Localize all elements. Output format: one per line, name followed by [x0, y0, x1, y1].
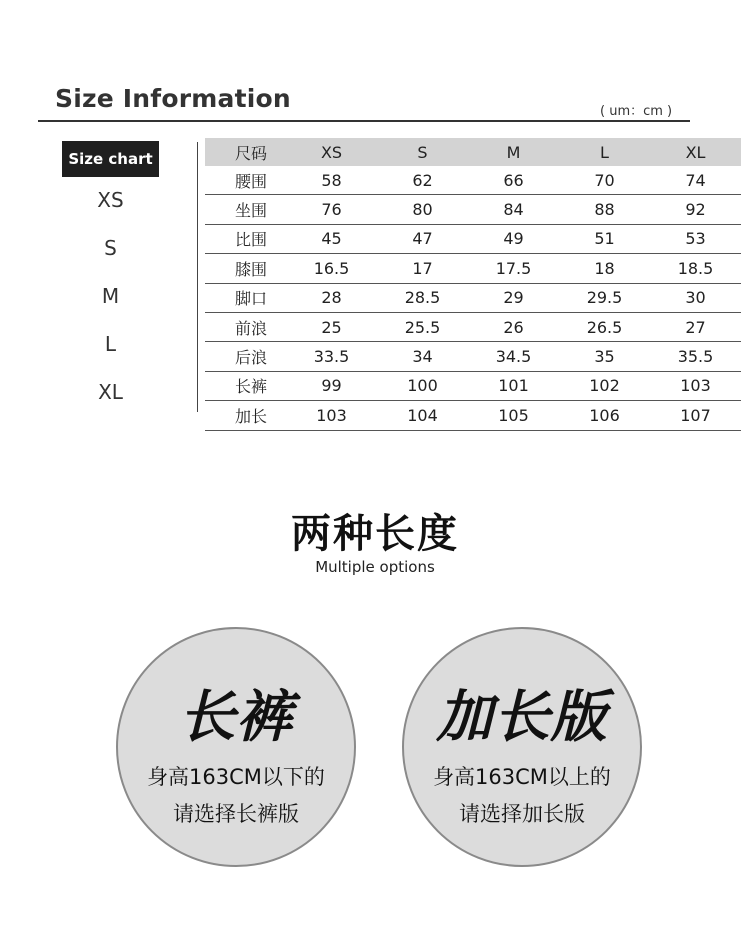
table-cell: 33.5	[286, 342, 377, 371]
table-cell: 102	[559, 371, 650, 400]
table-cell: 49	[468, 224, 559, 253]
column-header: XS	[286, 138, 377, 166]
row-label: 后浪	[205, 342, 286, 371]
row-label: 腰围	[205, 166, 286, 195]
size-chart-tag: Size chart	[62, 141, 159, 177]
table-cell: 17	[377, 254, 468, 283]
table-cell: 74	[650, 166, 741, 195]
table-cell: 26.5	[559, 312, 650, 341]
table-cell: 25	[286, 312, 377, 341]
table-cell: 76	[286, 195, 377, 224]
column-header: M	[468, 138, 559, 166]
column-header: S	[377, 138, 468, 166]
unit-note: ( um：cm )	[600, 104, 673, 119]
option-long-line1: 身高163CM以上的	[433, 765, 611, 789]
row-label: 膝围	[205, 254, 286, 283]
vertical-divider	[197, 142, 198, 412]
size-table	[205, 138, 741, 431]
table-cell: 105	[468, 401, 559, 430]
table-cell: 25.5	[377, 312, 468, 341]
table-cell: 58	[286, 166, 377, 195]
title-divider	[38, 120, 690, 122]
table-cell: 88	[559, 195, 650, 224]
table-cell: 103	[286, 401, 377, 430]
row-label: 坐围	[205, 195, 286, 224]
option-regular-line2: 请选择长裤版	[173, 802, 299, 826]
table-cell: 62	[377, 166, 468, 195]
options-subheading: Multiple options	[315, 558, 435, 576]
table-cell: 53	[650, 224, 741, 253]
table-cell: 45	[286, 224, 377, 253]
option-long-title: 加长版	[436, 685, 608, 750]
option-regular-circle	[116, 627, 356, 867]
table-cell: 100	[377, 371, 468, 400]
table-row	[205, 283, 741, 312]
row-label: 加长	[205, 401, 286, 430]
row-label: 长裤	[205, 371, 286, 400]
table-cell: 103	[650, 371, 741, 400]
table-row	[205, 195, 741, 224]
table-cell: 107	[650, 401, 741, 430]
table-row	[205, 371, 741, 400]
table-cell: 16.5	[286, 254, 377, 283]
table-cell: 35	[559, 342, 650, 371]
options-heading: 两种长度	[291, 511, 459, 557]
table-cell: 70	[559, 166, 650, 195]
table-corner-label: 尺码	[205, 138, 286, 166]
size-item-s: S	[104, 236, 117, 260]
size-list	[62, 176, 159, 416]
table-cell: 29.5	[559, 283, 650, 312]
table-row	[205, 254, 741, 283]
row-label: 比围	[205, 224, 286, 253]
table-cell: 18.5	[650, 254, 741, 283]
option-long-line2: 请选择加长版	[459, 802, 585, 826]
page-title: Size Information	[55, 84, 291, 113]
table-cell: 99	[286, 371, 377, 400]
size-item-xl: XL	[98, 380, 123, 404]
table-row	[205, 166, 741, 195]
size-item-l: L	[104, 332, 117, 356]
table-cell: 84	[468, 195, 559, 224]
table-cell: 17.5	[468, 254, 559, 283]
option-regular-line1: 身高163CM以下的	[147, 765, 325, 789]
table-header-row	[205, 138, 741, 166]
row-label: 前浪	[205, 312, 286, 341]
table-cell: 30	[650, 283, 741, 312]
table-cell: 80	[377, 195, 468, 224]
table-cell: 47	[377, 224, 468, 253]
table-cell: 28	[286, 283, 377, 312]
column-header: L	[559, 138, 650, 166]
table-cell: 104	[377, 401, 468, 430]
table-cell: 35.5	[650, 342, 741, 371]
row-label: 脚口	[205, 283, 286, 312]
table-cell: 51	[559, 224, 650, 253]
table-cell: 101	[468, 371, 559, 400]
table-cell: 34.5	[468, 342, 559, 371]
table-cell: 66	[468, 166, 559, 195]
option-long-circle	[402, 627, 642, 867]
table-cell: 29	[468, 283, 559, 312]
table-cell: 26	[468, 312, 559, 341]
table-row	[205, 342, 741, 371]
table-row	[205, 312, 741, 341]
table-cell: 34	[377, 342, 468, 371]
table-row	[205, 401, 741, 430]
table-cell: 106	[559, 401, 650, 430]
table-cell: 28.5	[377, 283, 468, 312]
table-row	[205, 224, 741, 253]
table-cell: 92	[650, 195, 741, 224]
column-header: XL	[650, 138, 741, 166]
table-cell: 27	[650, 312, 741, 341]
option-regular-title: 长裤	[179, 685, 293, 750]
size-item-m: M	[101, 284, 120, 308]
table-cell: 18	[559, 254, 650, 283]
size-item-xs: XS	[97, 188, 124, 212]
